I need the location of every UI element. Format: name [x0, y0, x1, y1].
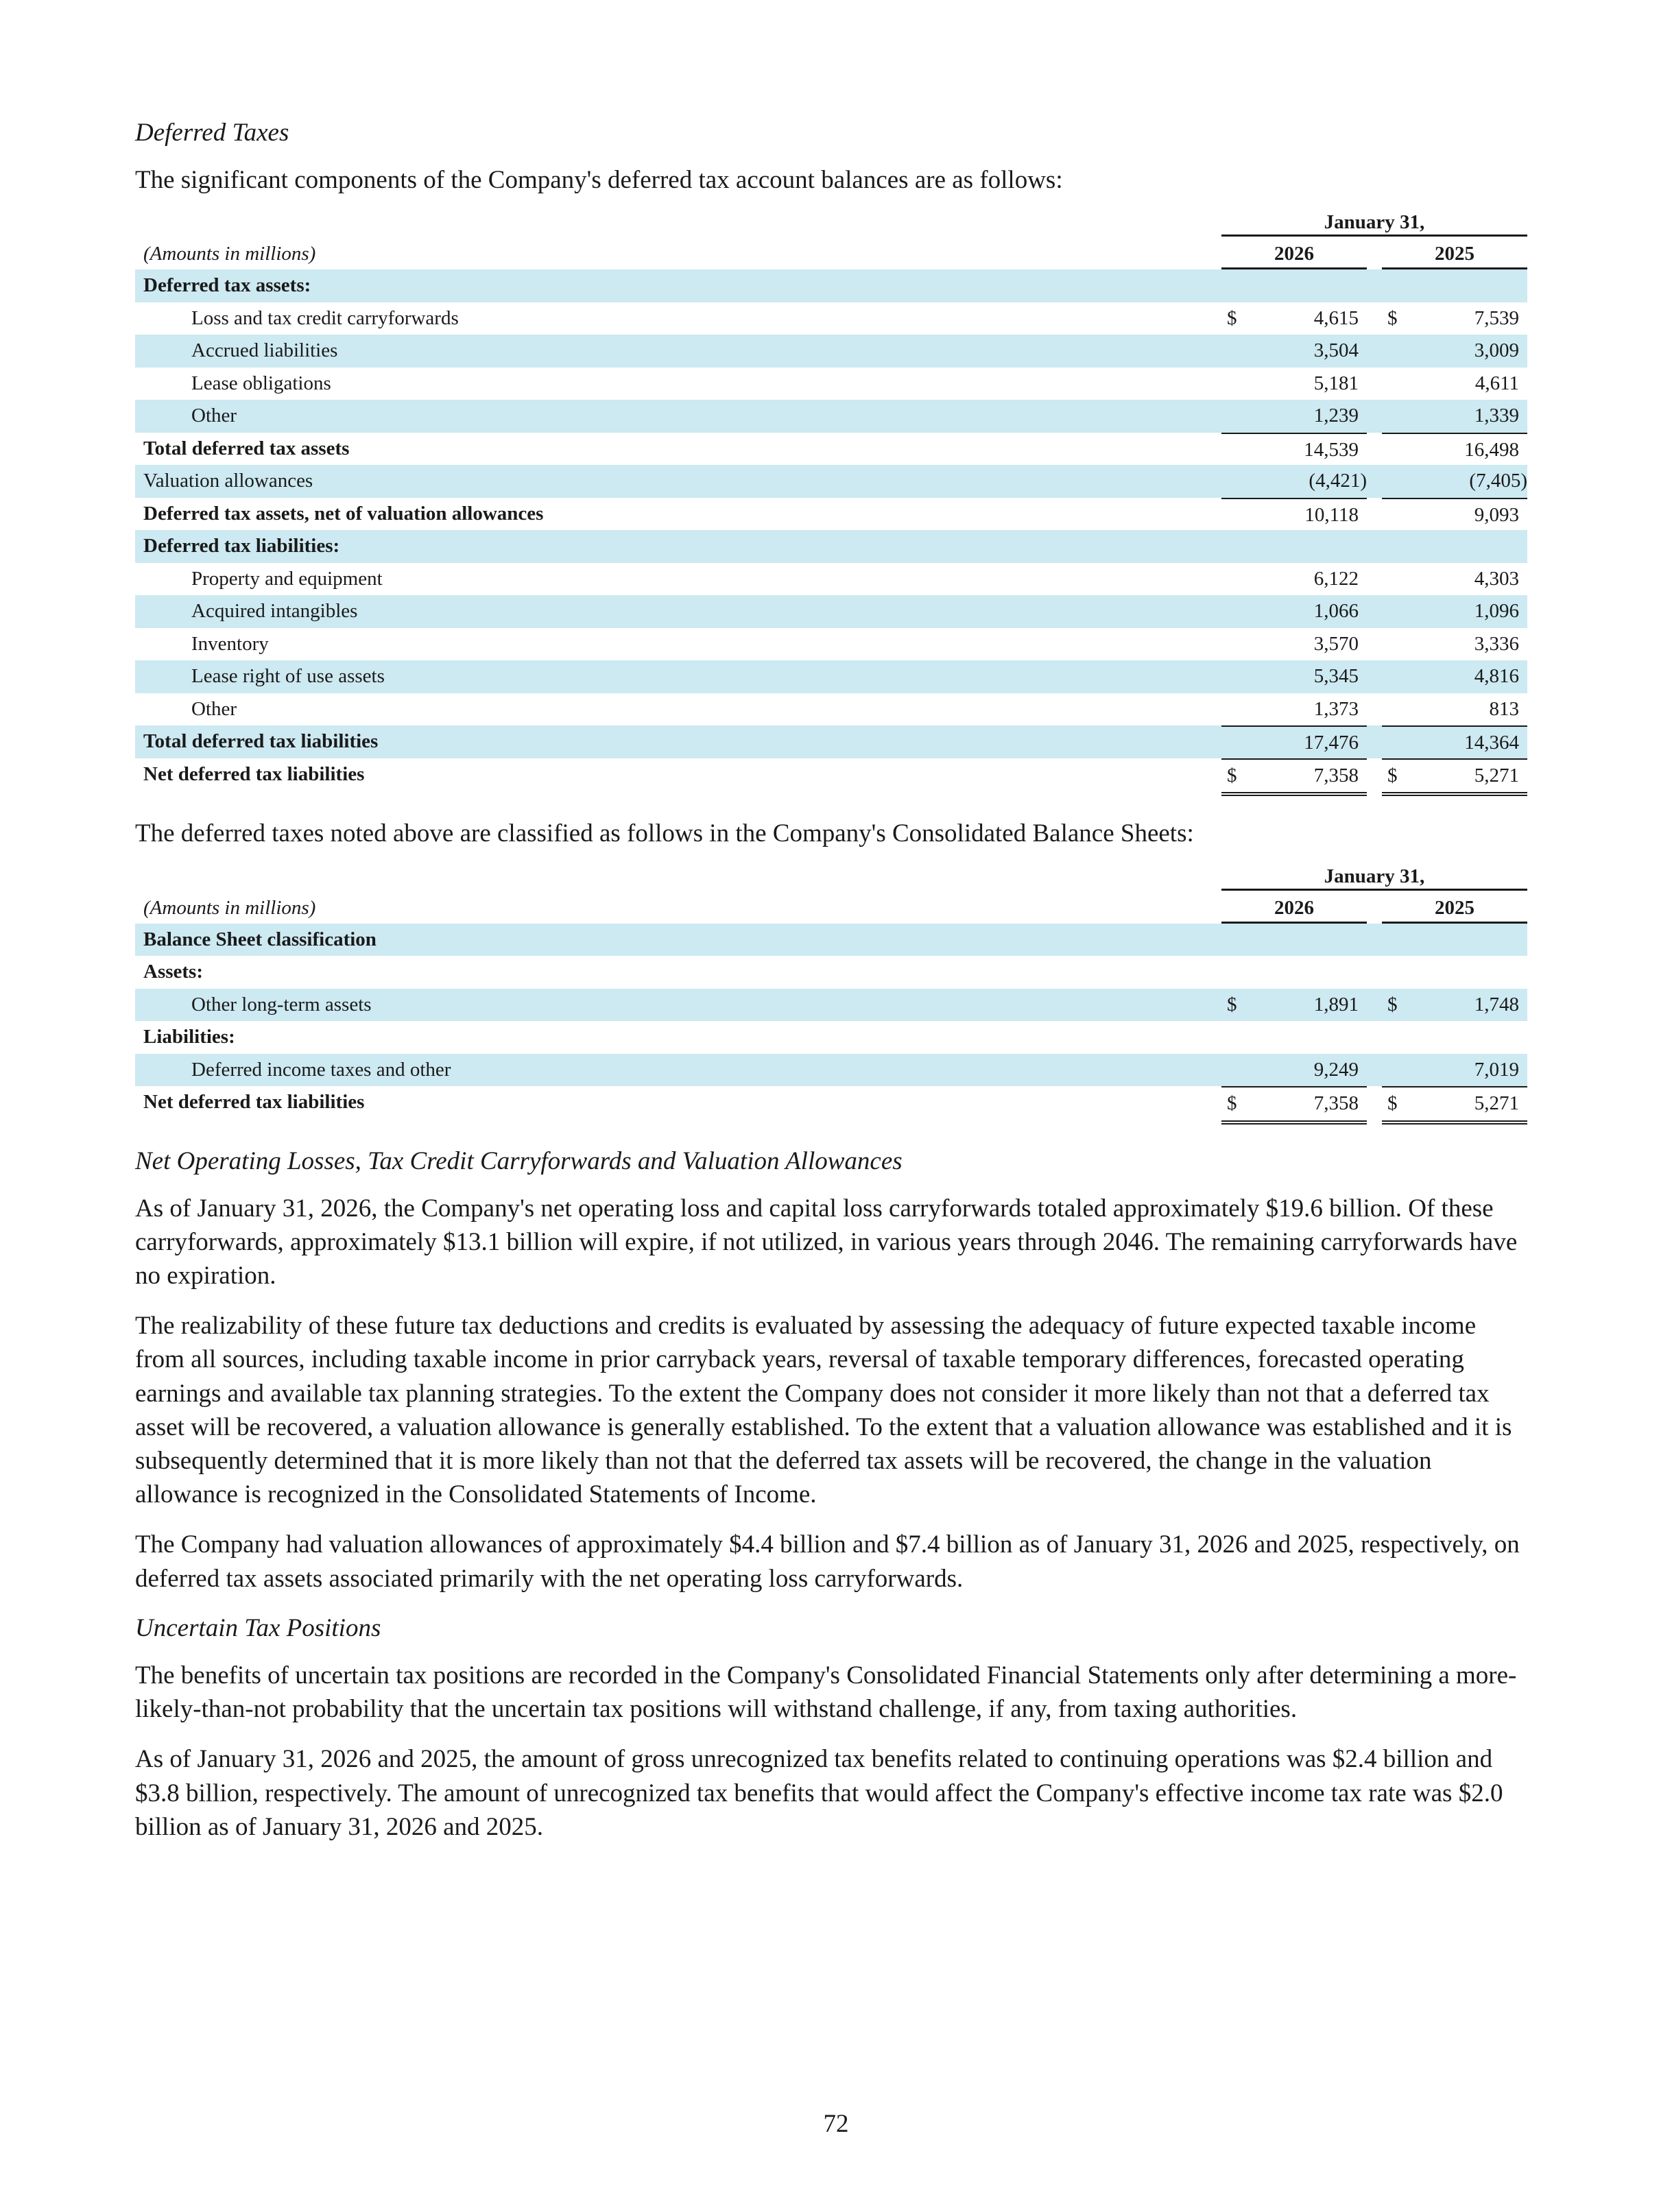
nol-paragraph-2: The realizability of these future tax deductions and credits is evaluated by assessing the adequacy of future expected taxable income from all sources, including taxable income in prior carryback years, reversal of taxable temporary differences, forecasted operating earnings and available tax planning strategies. To the extent the Company does not consider it more likely than not that a deferred tax asset will be recovered, a valuation allowance is generally established. To the extent that a valuation allowance was established and it is subsequently determined that it is more likely than not that the deferred tax assets will be recovered, the change in the valuation allowance is recognized in the Consolidated Statements of Income. [135, 1312, 1512, 1509]
value-cell-2025 [1382, 302, 1527, 335]
currency-symbol: $ [1387, 1092, 1398, 1114]
row-label: Deferred tax liabilities: [143, 535, 340, 557]
value-cell-2026 [1221, 628, 1367, 661]
row-label: Net deferred tax liabilities [143, 762, 365, 785]
value-cell-2026 [1221, 1021, 1367, 1054]
value-cell-2025 [1382, 530, 1527, 563]
value-cell-2026 [1221, 725, 1367, 760]
table2-row [135, 1021, 1527, 1054]
value-cell-2026 [1221, 595, 1367, 628]
amount: (7,405) [1469, 470, 1527, 492]
table1-row [135, 498, 1527, 531]
amount: 3,336 [1474, 632, 1519, 655]
amount: 17,476 [1304, 732, 1359, 754]
amount: 1,891 [1313, 993, 1359, 1015]
currency-symbol: $ [1227, 764, 1237, 786]
table2-intro: The deferred taxes noted above are classified as follows in the Company's Consolidated Balance Sheets: [135, 819, 1194, 848]
uncertain-tax-heading: Uncertain Tax Positions [135, 1613, 381, 1642]
amount: 3,570 [1313, 632, 1359, 655]
amount: 7,358 [1313, 764, 1359, 786]
amount: 4,303 [1474, 567, 1519, 590]
deferred-taxes-heading: Deferred Taxes [135, 119, 289, 147]
amount: 9,093 [1474, 503, 1519, 526]
value-cell-2025 [1382, 956, 1527, 989]
amount: 813 [1489, 697, 1519, 720]
amount: (4,421) [1309, 470, 1367, 492]
uncertain-tax-paragraph-1: The benefits of uncertain tax positions are recorded in the Company's Consolidated Financial Statements only after determining a more-likely-than-not probability that the uncertain tax positions will withstand challenge, if any, from taxing authorities. [135, 1661, 1517, 1724]
table1-row [135, 400, 1527, 433]
amount: 5,271 [1474, 1092, 1519, 1114]
value-cell-2026 [1221, 465, 1367, 498]
currency-symbol: $ [1227, 1092, 1237, 1114]
row-label: Other [191, 697, 237, 720]
table2-units: (Amounts in millions) [143, 896, 316, 919]
table2-year-2025: 2025 [1435, 896, 1474, 919]
amount: 16,498 [1464, 438, 1519, 461]
value-cell-2025 [1382, 1054, 1527, 1087]
table1-row [135, 693, 1527, 726]
amount: 3,009 [1474, 339, 1519, 362]
amount: 5,271 [1474, 764, 1519, 786]
table1-row [135, 563, 1527, 596]
table1-row [135, 660, 1527, 693]
amount: 7,358 [1313, 1092, 1359, 1114]
table1-row [135, 302, 1527, 335]
currency-symbol: $ [1387, 993, 1398, 1015]
table1-row [135, 530, 1527, 563]
row-label: Deferred tax assets, net of valuation allowances [143, 502, 544, 525]
document-page [135, 117, 1527, 1860]
balance-sheet-classification-table [135, 859, 1527, 1119]
value-cell-2026 [1221, 368, 1367, 400]
value-cell-2026 [1221, 563, 1367, 596]
amount: 4,615 [1313, 306, 1359, 329]
value-cell-2025 [1382, 498, 1527, 532]
table1-row [135, 758, 1527, 791]
value-cell-2025 [1382, 400, 1527, 433]
row-label: Lease obligations [191, 372, 331, 394]
amount: 6,122 [1313, 567, 1359, 590]
value-cell-2025 [1382, 758, 1527, 797]
value-cell-2026 [1221, 335, 1367, 368]
table1-body [135, 269, 1527, 791]
value-cell-2026 [1221, 989, 1367, 1022]
value-cell-2025 [1382, 465, 1527, 498]
value-cell-2026 [1221, 758, 1367, 797]
currency-symbol: $ [1387, 306, 1398, 329]
value-cell-2025 [1382, 660, 1527, 693]
table1-period-label: January 31, [1324, 211, 1425, 234]
currency-symbol: $ [1227, 993, 1237, 1015]
table1-row [135, 465, 1527, 498]
table2-body [135, 924, 1527, 1119]
value-cell-2026 [1221, 924, 1367, 957]
deferred-tax-components-table [135, 205, 1527, 791]
value-cell-2026 [1221, 1086, 1367, 1125]
table1-year-header [135, 237, 1527, 269]
nol-paragraph-3: The Company had valuation allowances of approximately $4.4 billion and $7.4 billion as of January 31, 2026 and 2025, respectively, on deferred tax assets associated primarily with the net operating loss carryforwards. [135, 1530, 1520, 1593]
value-cell-2026 [1221, 433, 1367, 467]
amount: 7,539 [1474, 306, 1519, 329]
amount: 4,611 [1474, 372, 1519, 394]
table2-row [135, 1086, 1527, 1119]
row-label: Deferred tax assets: [143, 274, 311, 297]
amount: 5,181 [1313, 372, 1359, 394]
currency-symbol: $ [1227, 306, 1237, 329]
page-number: 72 [823, 2110, 849, 2138]
value-cell-2025 [1382, 989, 1527, 1022]
table1-row [135, 725, 1527, 758]
amount: 3,504 [1313, 339, 1359, 362]
table1-units: (Amounts in millions) [143, 243, 316, 265]
amount: 9,249 [1313, 1058, 1359, 1081]
amount: 14,364 [1464, 732, 1519, 754]
row-label: Other [191, 405, 237, 427]
table2-row [135, 1054, 1527, 1087]
amount: 10,118 [1304, 503, 1359, 526]
row-label: Total deferred tax liabilities [143, 730, 379, 753]
amount: 1,373 [1313, 697, 1359, 720]
row-label: Loss and tax credit carryforwards [191, 306, 459, 329]
value-cell-2026 [1221, 530, 1367, 563]
table1-row [135, 269, 1527, 302]
row-label: Balance Sheet classification [143, 928, 377, 950]
amount: 1,339 [1474, 405, 1519, 427]
value-cell-2026 [1221, 693, 1367, 726]
table2-row [135, 956, 1527, 989]
table1-year-2025: 2025 [1435, 243, 1474, 265]
amount: 14,539 [1304, 438, 1359, 461]
value-cell-2025 [1382, 433, 1527, 467]
currency-symbol: $ [1387, 764, 1398, 786]
row-label: Valuation allowances [143, 470, 313, 492]
row-label: Total deferred tax assets [143, 437, 350, 459]
value-cell-2026 [1221, 400, 1367, 433]
table2-row [135, 989, 1527, 1022]
row-label: Other long-term assets [191, 993, 372, 1015]
value-cell-2025 [1382, 1021, 1527, 1054]
amount: 1,096 [1474, 600, 1519, 623]
value-cell-2025 [1382, 595, 1527, 628]
value-cell-2025 [1382, 628, 1527, 661]
row-label: Lease right of use assets [191, 665, 385, 688]
value-cell-2026 [1221, 1054, 1367, 1087]
table1-period-header [135, 205, 1527, 237]
value-cell-2025 [1382, 725, 1527, 760]
value-cell-2026 [1221, 269, 1367, 302]
value-cell-2025 [1382, 269, 1527, 302]
table1-row [135, 628, 1527, 661]
table1-intro: The significant components of the Company's deferred tax account balances are as follows: [135, 166, 1063, 195]
value-cell-2025 [1382, 1086, 1527, 1125]
value-cell-2026 [1221, 660, 1367, 693]
row-label: Property and equipment [191, 567, 383, 590]
table1-row [135, 335, 1527, 368]
value-cell-2025 [1382, 924, 1527, 957]
table2-period-label: January 31, [1324, 865, 1425, 887]
amount: 5,345 [1313, 665, 1359, 688]
nol-paragraph-1: As of January 31, 2026, the Company's net operating loss and capital loss carryforwards totaled approximately $19.6 billion. Of these carryforwards, approximately $13.1 billion will expire, if not utilized, in various years through 2046. The remaining carryforwards have no expiration. [135, 1194, 1518, 1290]
value-cell-2025 [1382, 563, 1527, 596]
row-label: Deferred income taxes and other [191, 1058, 451, 1081]
row-label: Accrued liabilities [191, 339, 338, 362]
amount: 4,816 [1474, 665, 1519, 688]
value-cell-2026 [1221, 956, 1367, 989]
table1-row [135, 433, 1527, 466]
table1-row [135, 368, 1527, 400]
value-cell-2026 [1221, 498, 1367, 532]
row-label: Assets: [143, 961, 203, 983]
amount: 7,019 [1474, 1058, 1519, 1081]
row-label: Inventory [191, 632, 269, 655]
table2-year-2026: 2026 [1274, 896, 1314, 919]
amount: 1,066 [1313, 600, 1359, 623]
uncertain-tax-paragraph-2: As of January 31, 2026 and 2025, the amount of gross unrecognized tax benefits related to continuing operations was $2.4 billion and $3.8 billion, respectively. The amount of unrecognized tax benefits that would affect the Company's effective income tax rate was $2.0 billion as of January 31, 2026 and 2025. [135, 1745, 1503, 1841]
amount: 1,239 [1313, 405, 1359, 427]
nol-heading: Net Operating Losses, Tax Credit Carryforwards and Valuation Allowances [135, 1146, 903, 1175]
row-label: Acquired intangibles [191, 600, 358, 623]
amount: 1,748 [1474, 993, 1519, 1015]
value-cell-2026 [1221, 302, 1367, 335]
row-label: Net deferred tax liabilities [143, 1091, 365, 1113]
table2-row [135, 924, 1527, 957]
value-cell-2025 [1382, 335, 1527, 368]
value-cell-2025 [1382, 693, 1527, 726]
value-cell-2025 [1382, 368, 1527, 400]
row-label: Liabilities: [143, 1026, 235, 1048]
table1-row [135, 595, 1527, 628]
table1-year-2026: 2026 [1274, 243, 1314, 265]
table2-year-header [135, 891, 1527, 924]
table2-period-header [135, 859, 1527, 891]
